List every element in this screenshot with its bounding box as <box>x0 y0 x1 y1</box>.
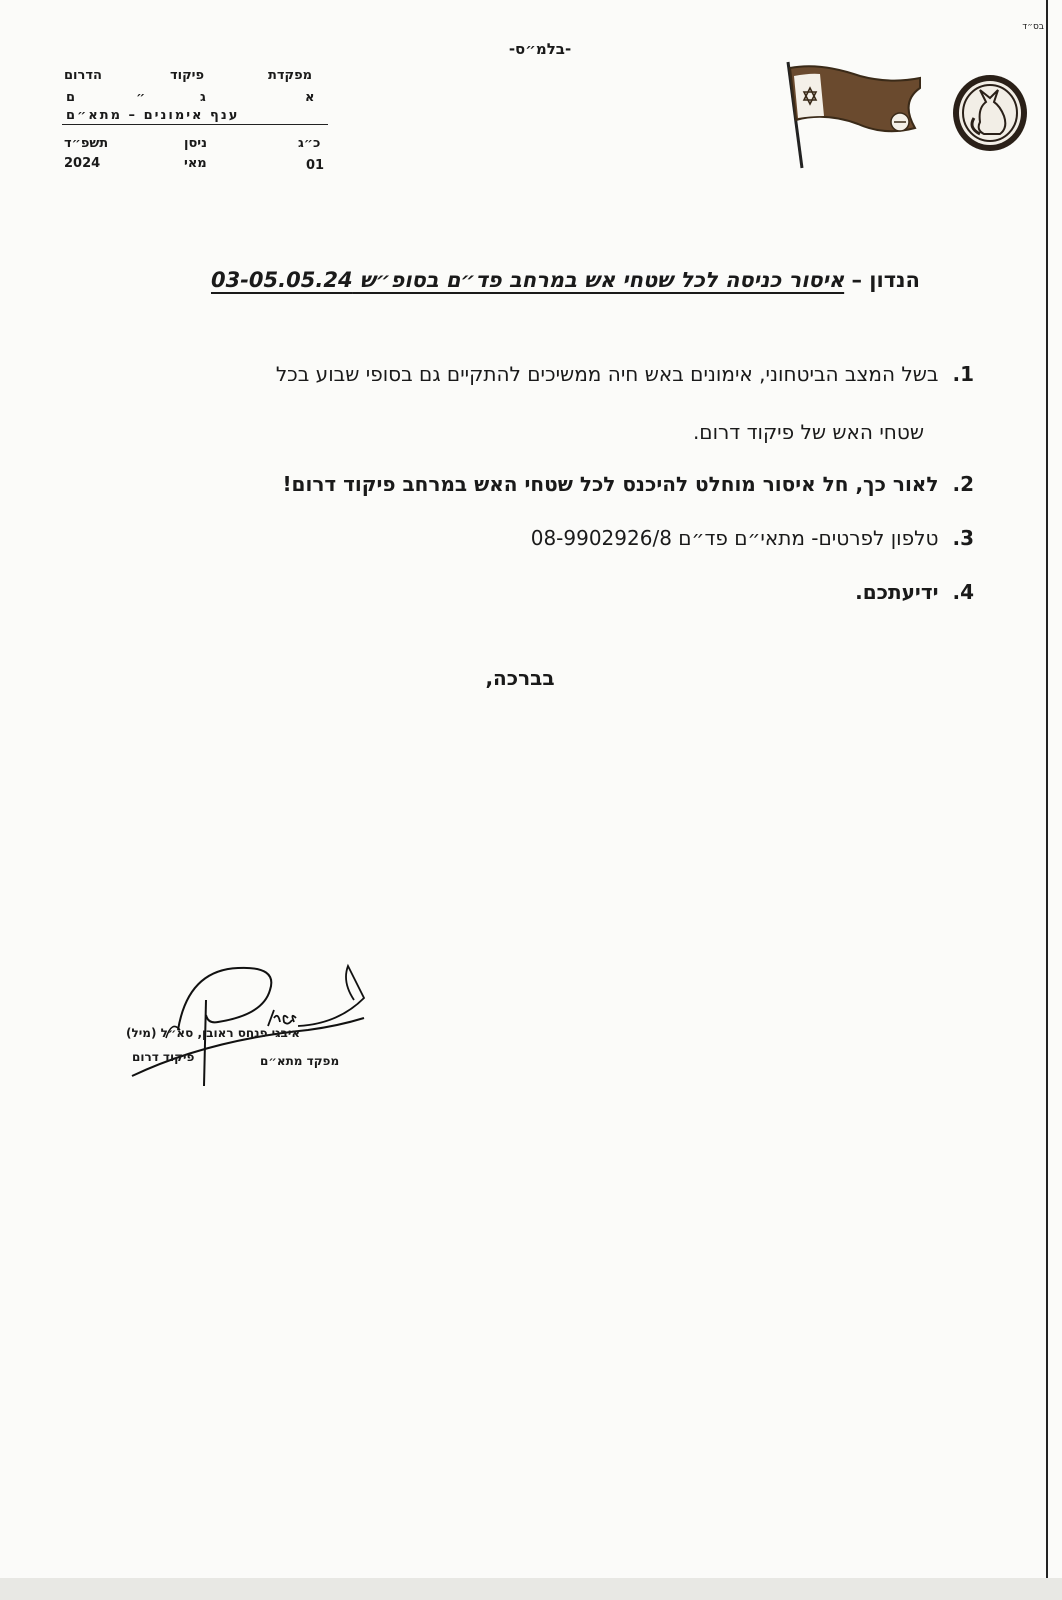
item-text: בשל המצב הביטחוני, אימונים באש חיה ממשיכים להתקיים גם בסופי שבוע בכל <box>275 362 939 386</box>
header-hebrew-date: תשפ״ד <box>64 136 109 151</box>
item-number: 2. <box>952 472 974 496</box>
item-continuation: שטחי האש של פיקוד דרום. <box>692 420 924 444</box>
header-branch: ענף אימונים – מתא״ם <box>66 108 240 123</box>
header-hebrew-date: ניסן <box>184 136 208 151</box>
subject-line <box>211 268 920 292</box>
header-command-label: מפקדת <box>268 68 313 83</box>
header-abbrev: ם <box>66 90 76 105</box>
header-divider <box>62 124 328 125</box>
header-abbrev: ״ <box>136 90 146 105</box>
subject-text: איסור כניסה לכל שטחי אש במרחב פד״ם בסופ״ש 03-05.05.24 <box>210 268 845 292</box>
header-abbrev: ג <box>200 90 206 105</box>
item-number: 1. <box>952 362 974 386</box>
signatory-role: מפקד מתא״ם <box>260 1054 340 1068</box>
header-gregorian-date: 01 <box>306 158 325 173</box>
signatory-name: איבגי פנחס ראובן, סא״ל (מיל) <box>126 1026 301 1040</box>
header-command-label: פיקוד <box>170 68 205 83</box>
item-number: 3. <box>952 526 974 550</box>
closing-greeting: בברכה, <box>485 666 555 690</box>
item-text: טלפון לפרטים- מתאי״ם פד״ם 08-9902926/8 <box>530 526 939 550</box>
list-item <box>282 472 974 496</box>
item-text: ידיעתכם. <box>855 580 939 604</box>
item-text: לאור כך, חל איסור מוחלט להיכנס לכל שטחי האש במרחב פיקוד דרום! <box>282 472 939 496</box>
signatory-unit: פיקוד דרום <box>132 1050 195 1064</box>
list-item <box>531 526 974 550</box>
command-emblem-logo <box>950 72 1030 154</box>
header-hebrew-date: כ״ג <box>298 136 321 151</box>
list-item <box>855 580 974 604</box>
subject-label: הנדון – <box>851 268 920 292</box>
page-edge <box>1046 0 1048 1600</box>
flag-logo <box>780 58 930 172</box>
header-abbrev: א <box>305 90 315 105</box>
header-gregorian-date: מאי <box>184 156 207 171</box>
classification-label: -בלמ״ס- <box>508 40 572 58</box>
header-command-label: הדרום <box>64 68 102 83</box>
list-item <box>276 362 974 386</box>
corner-mark: בס״ד <box>1022 22 1044 32</box>
header-gregorian-date: 2024 <box>64 156 101 171</box>
item-number: 4. <box>952 580 974 604</box>
page-bottom-shadow <box>0 1578 1062 1600</box>
